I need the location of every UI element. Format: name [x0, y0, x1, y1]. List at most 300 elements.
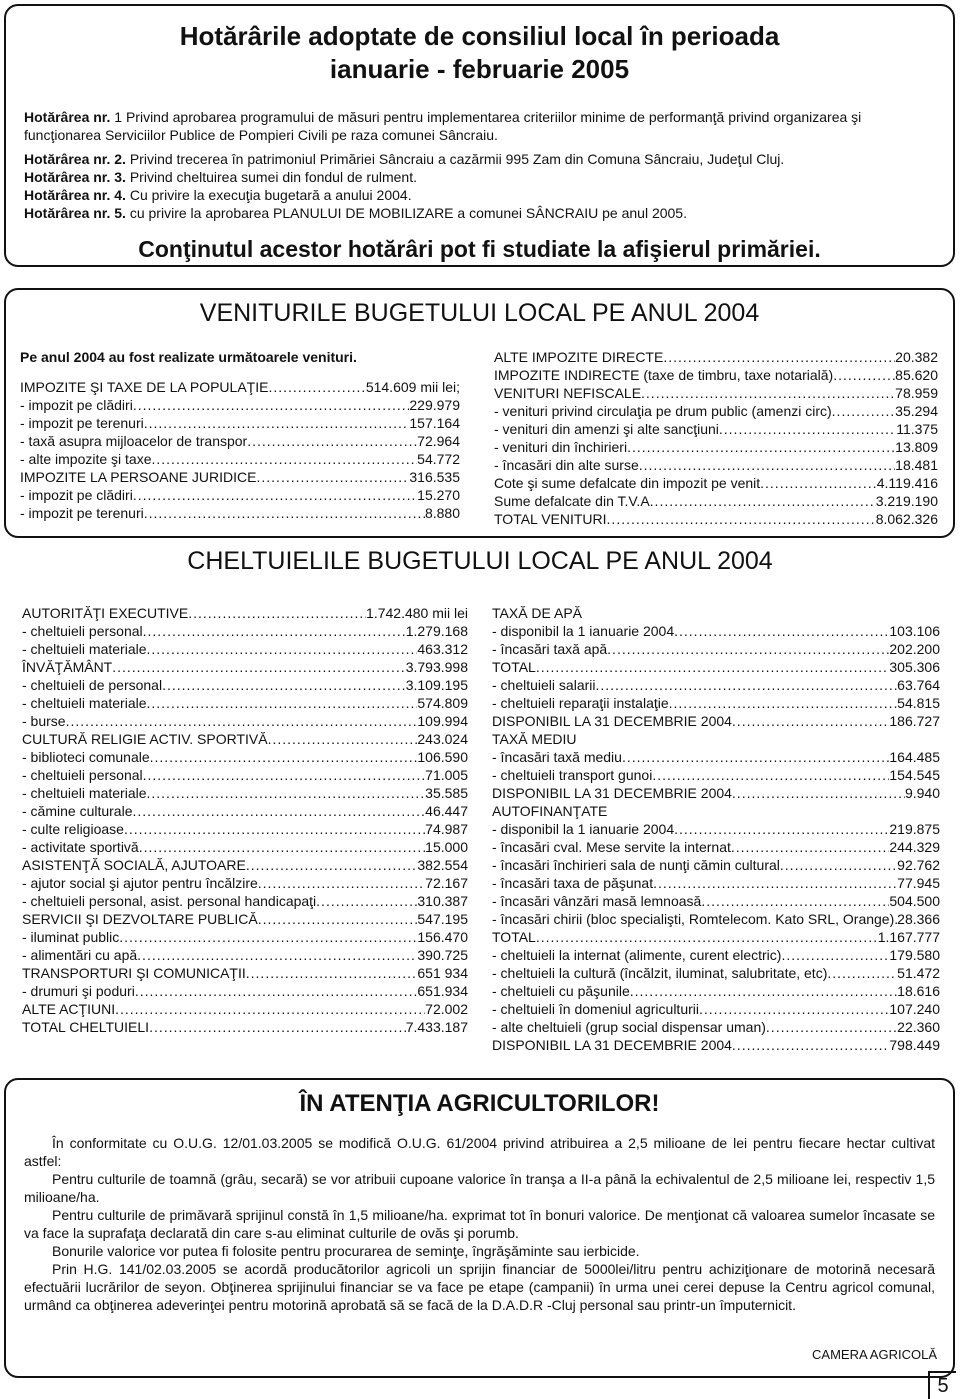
row-label: - venituri din închirieri [494, 439, 628, 455]
row-label: VENITURI NEFISCALE [494, 385, 642, 401]
ledger-row [494, 384, 938, 402]
row-value: 107.240 [889, 1001, 940, 1017]
row-value: 35.294 [895, 403, 938, 419]
row-value: 316.535 [409, 469, 460, 485]
row-label: AUTORITĂŢI EXECUTIVE [22, 605, 189, 621]
row-value: 51.472 [897, 965, 940, 981]
row-label: TOTAL CHELTUIELI [22, 1019, 150, 1035]
ledger-row [492, 766, 940, 784]
ledger-row [22, 658, 468, 676]
ledger-row [22, 874, 468, 892]
ledger-row [22, 982, 468, 1000]
ledger-row [492, 946, 940, 964]
leader-dots [732, 1036, 889, 1054]
leader-dots [247, 432, 417, 450]
ledger-row [492, 856, 940, 874]
decision-label: Hotărârea nr. [24, 151, 111, 167]
row-value: 1.742.480 mii lei [366, 605, 468, 621]
leader-dots [627, 438, 895, 456]
ledger-row [492, 658, 940, 676]
decisions-title-line1: Hotărârile adoptate de consiliul local în perioada [179, 21, 780, 51]
decision-item-2 [24, 150, 935, 168]
leader-dots [701, 892, 889, 910]
row-value: 15.000 [425, 839, 468, 855]
notice-paragraph: Prin H.G. 141/02.03.2005 se acordă producătorilor agricoli un sprijin financiar de 5000lei/litru pentru achiziţionare de motorină necesară efectuării lucrărilor de seyon. Obţinerea sprijinului financiar se va face pe etape (campanii) în urma unei cerei depuse la Centru agricol comunal, urmând ca obţinerea adeverinţei pentru motorină aprobată să se facă de la D.A.D.R -Cluj personal sau printr-un împuternicit. [24, 1261, 935, 1313]
ledger-row [20, 432, 460, 450]
row-value: 164.485 [889, 749, 940, 765]
row-label: - cheltuieli personal [22, 623, 143, 639]
ledger-row [20, 396, 460, 414]
row-value: 54.772 [417, 451, 460, 467]
decisions-note: Conţinutul acestor hotărâri pot fi studiate la afişierul primăriei. [138, 236, 821, 262]
leader-dots [258, 910, 418, 928]
row-label: - disponibil la 1 ianuarie 2004 [492, 821, 675, 837]
leader-dots [732, 712, 889, 730]
leader-dots [316, 892, 417, 910]
ledger-row [494, 420, 938, 438]
leader-dots [143, 622, 406, 640]
row-label: Cote şi sume defalcate din impozit pe venit [494, 475, 761, 491]
row-label: - impozit pe clădiri [20, 397, 133, 413]
ledger-row [492, 730, 940, 748]
decision-label: Hotărârea nr. [24, 205, 111, 221]
leader-dots [268, 378, 365, 396]
leader-dots [257, 468, 410, 486]
ledger-row [22, 604, 468, 622]
row-value: 157.164 [409, 415, 460, 431]
leader-dots [268, 730, 418, 748]
row-value: 154.545 [889, 767, 940, 783]
row-label: IMPOZITE ŞI TAXE DE LA POPULAŢIE [20, 379, 269, 395]
row-value: 651.934 [417, 983, 468, 999]
row-value: 77.945 [897, 875, 940, 891]
row-label: ASISTENŢĂ SOCIALĂ, AJUTOARE [22, 857, 246, 873]
ledger-row [494, 402, 938, 420]
ledger-row [494, 438, 938, 456]
ledger-row [492, 838, 940, 856]
row-value: 179.580 [889, 947, 940, 963]
row-label: - alte cheltuieli (grup social dispensar uman) [492, 1019, 766, 1035]
leader-dots [595, 676, 897, 694]
row-value: 390.725 [417, 947, 468, 963]
revenue-intro: Pe anul 2004 au fost realizate următoarele venituri. [20, 349, 357, 365]
row-value: 4.119.416 [876, 475, 938, 491]
row-label: AUTOFINANŢATE [492, 803, 608, 819]
notice-paragraph: În conformitate cu O.U.G. 12/01.03.2005 se modifică O.U.G. 61/2004 privind atribuirea a 2,5 milioane de lei pentru fiecare hectar cultivat astfel: [24, 1135, 935, 1169]
expenses-title: CHELTUIELILE BUGETULUI LOCAL PE ANUL 2004 [187, 547, 773, 575]
ledger-row [492, 928, 940, 946]
revenue-right-column [494, 348, 938, 528]
expenses-right-column [492, 604, 940, 1054]
row-value: 244.329 [889, 839, 940, 855]
ledger-row [492, 640, 940, 658]
row-label: IMPOZITE LA PERSOANE JURIDICE [20, 469, 257, 485]
row-label: - alte impozite şi taxe [20, 451, 152, 467]
ledger-row [494, 366, 938, 384]
leader-dots [133, 486, 417, 504]
leader-dots [135, 982, 418, 1000]
row-label: DISPONIBIL LA 31 DECEMBRIE 2004 [492, 713, 732, 729]
ledger-row [492, 910, 940, 928]
farmers-notice-box [4, 1078, 955, 1378]
row-label: - cheltuieli în domeniul agriculturii [492, 1001, 699, 1017]
leader-dots [119, 928, 417, 946]
leader-dots [669, 694, 898, 712]
ledger-row [22, 694, 468, 712]
ledger-row [492, 820, 940, 838]
leader-dots [162, 676, 406, 694]
row-value: 1.167.777 [877, 929, 940, 945]
row-label: - cheltuieli transport gunoi [492, 767, 653, 783]
leader-dots [699, 1000, 889, 1018]
row-label: - încasări închirieri sala de nunţi cămin cultural [492, 857, 780, 873]
decision-label: Hotărârea nr. [24, 187, 111, 203]
leader-dots [124, 820, 425, 838]
ledger-row [22, 946, 468, 964]
row-value: 72.964 [417, 433, 460, 449]
row-label: - venituri din amenzi şi alte sancţiuni [494, 421, 719, 437]
leader-dots [144, 504, 425, 522]
row-label: DISPONIBIL LA 31 DECEMBRIE 2004 [492, 1037, 732, 1053]
expenses-left-column [22, 604, 468, 1036]
decisions-title [24, 20, 935, 86]
row-value: 103.106 [889, 623, 940, 639]
row-value: 71.005 [425, 767, 468, 783]
ledger-row [492, 784, 940, 802]
row-value: 219.875 [889, 821, 940, 837]
leader-dots [663, 348, 895, 366]
row-value: 85.620 [895, 367, 938, 383]
row-label: - taxă asupra mijloacelor de transpor [20, 433, 248, 449]
row-label: IMPOZITE INDIRECTE (taxe de timbru, taxe notarială) [494, 367, 834, 383]
row-label: TOTAL VENITURI [494, 511, 607, 527]
leader-dots [766, 1018, 897, 1036]
decision-number: 3. [114, 169, 126, 185]
leader-dots [115, 1000, 425, 1018]
ledger-row [22, 928, 468, 946]
decision-label: Hotărârea nr. [24, 109, 111, 125]
leader-dots [258, 874, 425, 892]
ledger-row [22, 802, 468, 820]
decision-item-4 [24, 186, 935, 204]
row-label: - cheltuieli la cultură (încălzit, iluminat, salubritate, etc) [492, 965, 828, 981]
leader-dots [150, 748, 418, 766]
revenue-title: VENITURILE BUGETULUI LOCAL PE ANUL 2004 [199, 299, 760, 327]
decision-text: cu privire la aprobarea PLANULUI DE MOBILIZARE a comunei SÂNCRAIU pe anul 2005. [129, 205, 687, 221]
row-label: DISPONIBIL LA 31 DECEMBRIE 2004 [492, 785, 732, 801]
row-label: TOTAL [492, 929, 536, 945]
row-value: 18.481 [895, 457, 938, 473]
row-value: 305.306 [889, 659, 940, 675]
ledger-row [22, 766, 468, 784]
row-value: 106.590 [417, 749, 468, 765]
row-value: 74.987 [425, 821, 468, 837]
ledger-row [492, 1000, 940, 1018]
row-label: - ajutor social şi ajutor pentru încălzire [22, 875, 258, 891]
row-value: 3.219.190 [875, 493, 938, 509]
ledger-row [22, 748, 468, 766]
page-number: 5 [928, 1371, 956, 1399]
farmers-notice-title: ÎN ATENŢIA AGRICULTORILOR! [299, 1090, 660, 1117]
decision-text-cont: funcţionarea Serviciilor Publice de Pompieri Civili pe raza comunei Sâncraiu. [24, 127, 498, 143]
decisions-box [4, 4, 955, 267]
decision-text: Cu privire la execuţia bugetară a anului 2004. [129, 187, 412, 203]
ledger-row [492, 1036, 940, 1054]
row-label: TRANSPORTURI ŞI COMUNICAŢII [22, 965, 246, 981]
row-label: - cheltuieli la internat (alimente, curent electric) [492, 947, 782, 963]
leader-dots [639, 456, 895, 474]
row-label: TAXĂ DE APĂ [492, 605, 582, 621]
ledger-row [492, 982, 940, 1000]
ledger-row [22, 838, 468, 856]
row-value: 46.447 [425, 803, 468, 819]
row-value: 514.609 mii lei; [365, 379, 460, 395]
row-label: SERVICII ŞI DEZVOLTARE PUBLICĂ [22, 911, 258, 927]
leader-dots [66, 712, 418, 730]
row-label: - încasări taxă mediu [492, 749, 622, 765]
decision-text: Privind trecerea în patrimoniul Primăriei Sâncraiu a cazărmii 995 Zam din Comuna Sâncraiu, Judeţul Cluj. [129, 151, 785, 167]
ledger-row [22, 820, 468, 838]
row-label: - încasări taxa de păşunat [492, 875, 654, 891]
leader-dots [732, 784, 905, 802]
row-label: - cămine culturale [22, 803, 133, 819]
row-value: 20.382 [895, 349, 938, 365]
leader-dots [827, 964, 897, 982]
row-label: - cheltuieli cu păşunile [492, 983, 630, 999]
row-label: - activitate sportivă [22, 839, 139, 855]
row-label: - alimentări cu apă [22, 947, 138, 963]
ledger-row [492, 604, 940, 622]
row-label: ALTE ACŢIUNI [22, 1001, 116, 1017]
ledger-row [492, 964, 940, 982]
row-value: 310.387 [417, 893, 468, 909]
ledger-row [492, 622, 940, 640]
ledger-row [20, 414, 460, 432]
leader-dots [133, 802, 426, 820]
row-label: - cheltuieli materiale [22, 641, 147, 657]
ledger-row [22, 784, 468, 802]
ledger-row [492, 694, 940, 712]
ledger-row [492, 874, 940, 892]
decision-item-1-cont [24, 126, 935, 144]
leader-dots [641, 384, 895, 402]
row-label: - încasări chirii (bloc specialişti, Romtelecom. Kato SRL, Orange) [492, 911, 895, 927]
row-label: - încasări vânzări masă lemnoasă [492, 893, 702, 909]
leader-dots [133, 396, 410, 414]
row-label: - impozit pe terenuri [20, 415, 144, 431]
row-label: - cheltuieli personal, asist. personal handicapaţi [22, 893, 317, 909]
ledger-row [492, 748, 940, 766]
leader-dots [139, 838, 425, 856]
row-value: 547.195 [417, 911, 468, 927]
leader-dots [674, 622, 889, 640]
ledger-row [22, 856, 468, 874]
leader-dots [833, 366, 895, 384]
row-value: 229.979 [409, 397, 460, 413]
leader-dots [152, 450, 418, 468]
leader-dots [536, 658, 890, 676]
ledger-row [492, 1018, 940, 1036]
row-label: CULTURĂ RELIGIE ACTIV. SPORTIVĂ [22, 731, 268, 747]
leader-dots [832, 402, 896, 420]
row-label: - culte religioase [22, 821, 124, 837]
leader-dots [607, 510, 876, 528]
row-label: - cheltuieli materiale [22, 785, 147, 801]
leader-dots [149, 1018, 406, 1036]
row-value: 28.366 [897, 911, 940, 927]
ledger-row [492, 802, 940, 820]
row-label: - încasări cval. Mese servite la internat [492, 839, 731, 855]
row-value: 243.024 [417, 731, 468, 747]
ledger-row [492, 892, 940, 910]
revenue-box [4, 288, 955, 538]
decision-item-5 [24, 204, 935, 222]
leader-dots [630, 982, 897, 1000]
row-value: 3.793.998 [405, 659, 468, 675]
ledger-row [20, 504, 460, 522]
row-value: 72.002 [425, 1001, 468, 1017]
row-value: 202.200 [889, 641, 940, 657]
leader-dots [781, 946, 889, 964]
signature: CAMERA AGRICOLĂ [812, 1347, 937, 1362]
row-value: 9.940 [904, 785, 940, 801]
decision-item-3 [24, 168, 935, 186]
ledger-row [494, 474, 938, 492]
revenue-row [494, 348, 938, 366]
ledger-row [22, 676, 468, 694]
leader-dots [147, 784, 426, 802]
leader-dots [674, 820, 889, 838]
row-value: 382.554 [417, 857, 468, 873]
row-label: - disponibil la 1 ianuarie 2004 [492, 623, 675, 639]
leader-dots [112, 658, 405, 676]
row-label: - impozit pe terenuri [20, 505, 144, 521]
row-label: TOTAL [492, 659, 536, 675]
row-value: 18.616 [897, 983, 940, 999]
ledger-row [492, 676, 940, 694]
row-label: - cheltuieli personal [22, 767, 143, 783]
row-value: 798.449 [889, 1037, 940, 1053]
row-value: 8.062.326 [875, 511, 938, 527]
row-value: 63.764 [897, 677, 940, 693]
row-value: 8.880 [424, 505, 460, 521]
row-value: 35.585 [425, 785, 468, 801]
leader-dots [246, 964, 418, 982]
leader-dots [719, 420, 896, 438]
row-value: 15.270 [417, 487, 460, 503]
decision-number: 4. [114, 187, 126, 203]
ledger-row [494, 456, 938, 474]
row-value: 3.109.195 [405, 677, 468, 693]
row-value: 1.279.168 [405, 623, 468, 639]
row-label: - cheltuieli materiale [22, 695, 147, 711]
row-value: 504.500 [889, 893, 940, 909]
decision-number: 1 [114, 109, 123, 125]
row-value: 92.762 [897, 857, 940, 873]
leader-dots [137, 946, 417, 964]
ledger-row [494, 510, 938, 528]
ledger-row [492, 712, 940, 730]
ledger-row [20, 450, 460, 468]
row-label: - cheltuieli reparaţii instalaţie [492, 695, 669, 711]
row-label: Sume defalcate din T.V.A [494, 493, 650, 509]
row-label: ALTE IMPOZITE DIRECTE [494, 349, 664, 365]
row-label: TAXĂ MEDIU [492, 731, 577, 747]
leader-dots [653, 874, 897, 892]
row-label: - impozit pe clădiri [20, 487, 133, 503]
row-value: 13.809 [895, 439, 938, 455]
ledger-row [20, 486, 460, 504]
leader-dots [652, 766, 889, 784]
ledger-row [22, 892, 468, 910]
leader-dots [143, 766, 426, 784]
decision-text: Privind aprobarea programului de măsuri pentru implementarea criteriilor minime de performanţă privind organizarea şi [125, 109, 862, 125]
leader-dots [622, 748, 889, 766]
ledger-row [22, 1018, 468, 1036]
leader-dots [607, 640, 889, 658]
row-label: - drumuri şi poduri [22, 983, 135, 999]
leader-dots [536, 928, 878, 946]
row-label: - cheltuieli de personal [22, 677, 163, 693]
row-value: 78.959 [895, 385, 938, 401]
row-label: - încasări taxă apă [492, 641, 608, 657]
ledger-row [20, 378, 460, 396]
ledger-row [20, 468, 460, 486]
ledger-row [22, 1000, 468, 1018]
row-label: - iluminat public [22, 929, 120, 945]
notice-paragraph: Pentru culturile de toamnă (grâu, secară) se vor atribuii cupoane valorice în tranşa a II-a până la echivalentul de 2,5 milioane lei, respectiv 1,5 milioane/ha. [24, 1171, 935, 1205]
row-value: 574.809 [417, 695, 468, 711]
ledger-row [22, 910, 468, 928]
row-label: - încasări din alte surse [494, 457, 639, 473]
row-value: 54.815 [897, 695, 940, 711]
ledger-row [22, 712, 468, 730]
row-value: 109.994 [417, 713, 468, 729]
row-value: 156.470 [417, 929, 468, 945]
ledger-row [22, 964, 468, 982]
decision-number: 5. [114, 205, 126, 221]
decision-item-1 [24, 108, 935, 126]
ledger-row [22, 730, 468, 748]
leader-dots [147, 694, 418, 712]
leader-dots [780, 856, 897, 874]
decision-label: Hotărârea nr. [24, 169, 111, 185]
row-label: - cheltuieli salarii [492, 677, 596, 693]
row-label: ÎNVĂŢĂMÂNT [22, 659, 113, 675]
decision-number: 2. [114, 151, 126, 167]
notice-paragraph: Bonurile valorice vor putea fi folosite pentru procurarea de seminţe, îngrăşăminte sau ierbicide. [52, 1243, 640, 1259]
row-value: 22.360 [897, 1019, 940, 1035]
row-value: 72.167 [425, 875, 468, 891]
row-label: - biblioteci comunale [22, 749, 150, 765]
leader-dots [188, 604, 366, 622]
leader-dots [144, 414, 410, 432]
row-label: - venituri privind circulaţia pe drum public (amenzi circ) [494, 403, 832, 419]
row-value: 651 934 [417, 965, 468, 981]
row-value: 7.433.187 [405, 1019, 468, 1035]
leader-dots [731, 838, 890, 856]
row-value: 11.375 [896, 421, 938, 437]
row-value: 463.312 [417, 641, 468, 657]
leader-dots [760, 474, 877, 492]
revenue-left-column [20, 348, 460, 522]
row-value: 186.727 [889, 713, 940, 729]
leader-dots [650, 492, 876, 510]
leader-dots [147, 640, 418, 658]
decision-text: Privind cheltuirea sumei din fondul de rulment. [129, 169, 417, 185]
leader-dots [246, 856, 418, 874]
notice-paragraph: Pentru culturile de primăvară sprijinul constă în 1,5 milioane/ha. exprimat tot în bonuri valorice. De menţionat că valoarea sumelor încasate se va face la suprafaţa declarată din care s-au eliminat culturile de ovăs şi porumb. [24, 1207, 935, 1241]
